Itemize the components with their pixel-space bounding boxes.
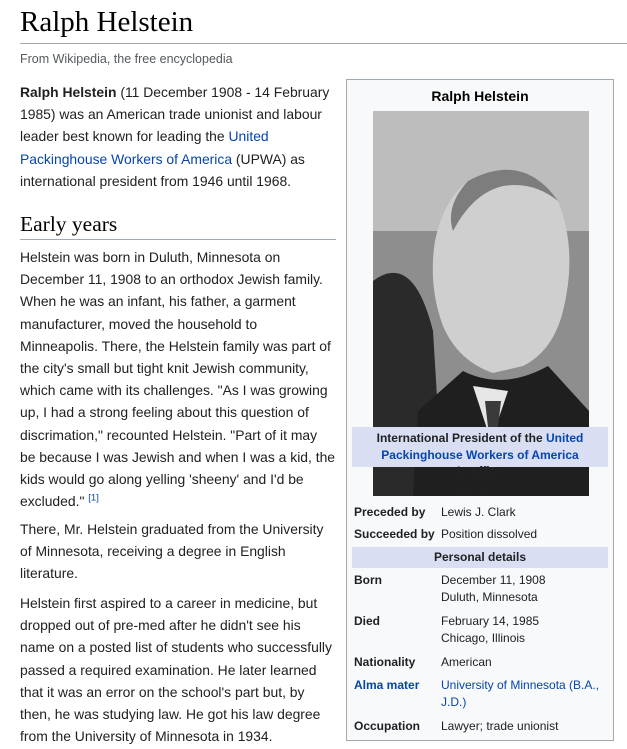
- died-place: Chicago, Illinois: [441, 631, 526, 645]
- born-label: Born: [354, 573, 382, 587]
- page-title: Ralph Helstein: [20, 2, 627, 44]
- in-office-years: 1946–1968: [449, 482, 511, 496]
- succeeded-label: Succeeded by: [354, 527, 435, 541]
- preceded-label: Preceded by: [354, 505, 426, 519]
- nationality-label: Nationality: [354, 655, 416, 669]
- died-label: Died: [354, 614, 381, 628]
- died-value: [441, 613, 609, 647]
- lead-name: Ralph Helstein: [20, 84, 117, 100]
- paragraph-early-1: [20, 246, 336, 512]
- died-date: February 14, 1985: [441, 614, 540, 628]
- preceded-value: Lewis J. Clark: [441, 505, 516, 519]
- lead-text-2: (UPWA) as international president from 1946 until 1968.: [20, 150, 305, 189]
- reference-link[interactable]: [1]: [88, 492, 99, 504]
- office-link[interactable]: United Packinghouse Workers of America: [381, 431, 584, 462]
- lead-paragraph: [20, 81, 336, 192]
- paragraph-early-3: Helstein first aspired to a career in medicine, but dropped out of pre-med after he didn't see his name on a posted list of students who successfully passed a required examination. He later learned that it was an error on the school's part but, by then, he was studying law. He got his law degree from the University of Minnesota in 1934.: [20, 595, 332, 745]
- personal-details-header: Personal details: [352, 547, 608, 568]
- paragraph-early-1-text: Helstein was born in Duluth, Minnesota on December 11, 1908 to an orthodox Jewish family. When he was an infant, his father, a garment manufacturer, moved the household to Minneapolis. There, the Helstein family was part of the city's small but tight knit Jewish community, which came with its challenges. "As I was growing up, I had a strong feeling about this question of discrimation," recounted Helstein. "Part of it may be because I was Jewish and when I was a kid, the kids would go along yelling 'sheeny' and I'd be excluded.": [20, 249, 336, 510]
- office-band: [352, 427, 608, 467]
- infobox-title: Ralph Helstein: [431, 88, 529, 104]
- occupation-label: Occupation: [354, 719, 421, 733]
- in-office-label: In office: [456, 464, 503, 478]
- infobox: [346, 79, 614, 741]
- born-date: December 11, 1908: [441, 573, 546, 587]
- occupation-value: Lawyer; trade unionist: [441, 719, 559, 733]
- succeeded-value: Position dissolved: [441, 527, 538, 541]
- paragraph-early-2: There, Mr. Helstein graduated from the University of Minnesota, receiving a degree in English literature.: [20, 521, 324, 582]
- alma-mater-value[interactable]: University of Minnesota (B.A., J.D.): [441, 678, 600, 709]
- born-place: Duluth, Minnesota: [441, 590, 538, 604]
- lead-text-1: (11 December 1908 - 14 February 1985) was an American trade unionist and labour leader best known for leading the: [20, 84, 330, 145]
- born-value: [441, 572, 609, 606]
- upwa-link[interactable]: United Packinghouse Workers of America: [20, 128, 269, 167]
- alma-mater-label[interactable]: Alma mater: [354, 678, 420, 692]
- tagline: From Wikipedia, the free encyclopedia: [20, 52, 233, 66]
- nationality-value: American: [441, 655, 492, 669]
- office-prefix: International President of the: [376, 431, 546, 445]
- section-heading: Early years: [20, 209, 336, 240]
